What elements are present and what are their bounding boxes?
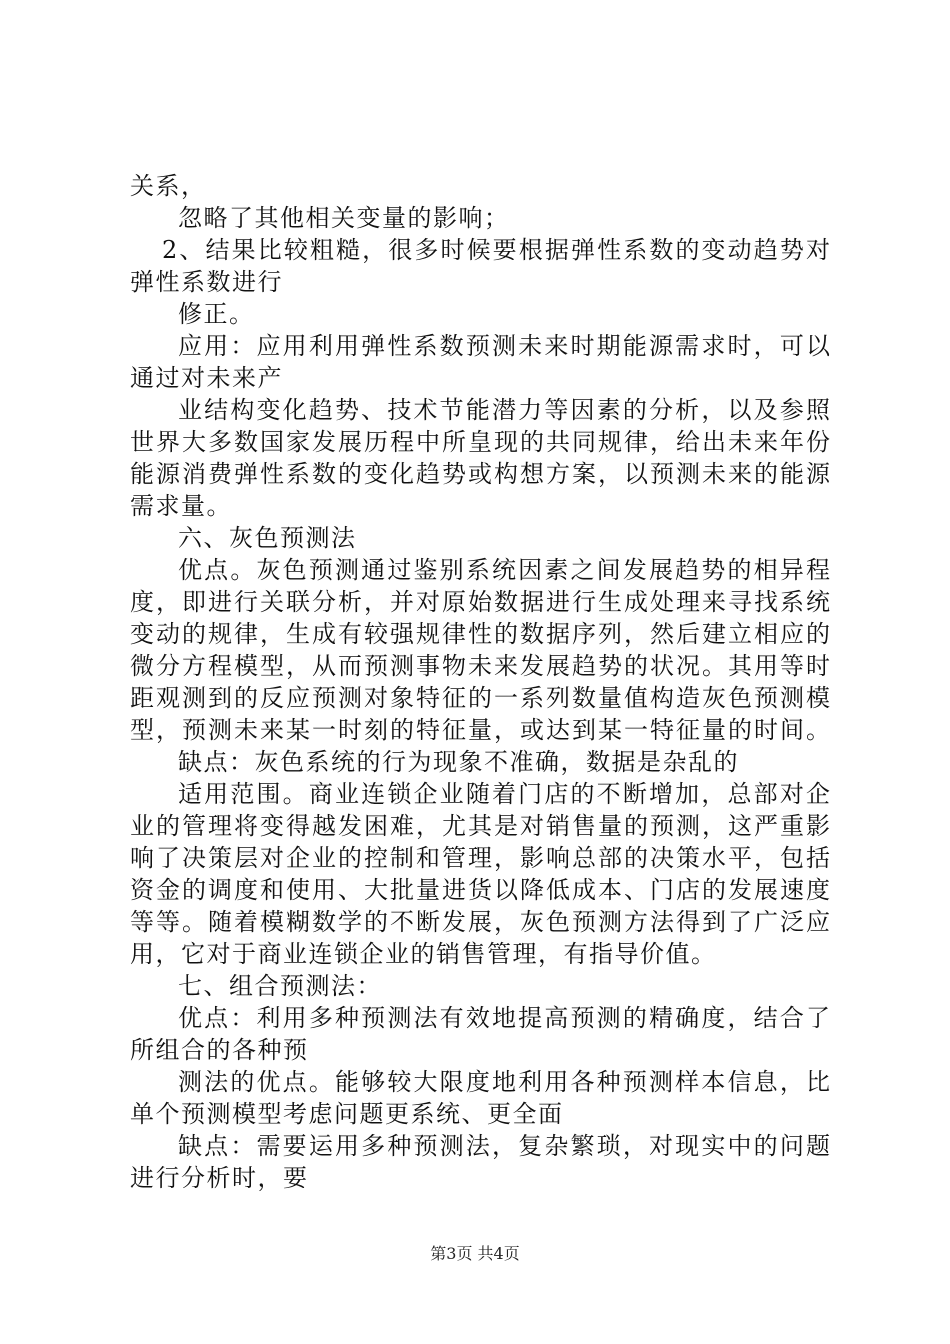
- text-line: 响了决策层对企业的控制和管理，影响总部的决策水平，包括: [130, 844, 830, 872]
- text-line: 资金的调度和使用、大批量进货以降低成本、门店的发展速度: [130, 876, 830, 904]
- text-line: 缺点：需要运用多种预测法，复杂繁琐，对现实中的问题: [178, 1132, 830, 1160]
- text-line: 业结构变化趋势、技术节能潜力等因素的分析，以及参照: [178, 396, 830, 424]
- page-footer: 第3页 共4页: [430, 1244, 520, 1263]
- text-line: 忽略了其他相关变量的影响；: [178, 204, 510, 232]
- text-line: 需求量。: [130, 492, 232, 520]
- text-line: 关系，: [130, 172, 207, 200]
- text-line: 能源消费弹性系数的变化趋势或构想方案，以预测未来的能源: [130, 460, 830, 488]
- text-line: 通过对未来产: [130, 364, 283, 392]
- text-line: 世界大多数国家发展历程中所皇现的共同规律，给出未来年份: [130, 428, 830, 456]
- text-line: 修正。: [178, 300, 255, 328]
- text-line: 2、结果比较粗糙，很多时候要根据弹性系数的变动趋势对: [162, 236, 830, 264]
- text-line: 度，即进行关联分析，并对原始数据进行生成处理来寻找系统: [130, 588, 830, 616]
- text-line: 业的管理将变得越发困难，尤其是对销售量的预测，这严重影: [130, 812, 830, 840]
- text-line: 距观测到的反应预测对象特征的一系列数量值构造灰色预测模: [130, 684, 830, 712]
- body-text: [130, 170, 830, 1194]
- text-line: 进行分析时，要: [130, 1164, 309, 1192]
- text-line: 型，预测未来某一时刻的特征量，或达到某一特征量的时间。: [130, 716, 830, 744]
- text-line: 适用范围。商业连锁企业随着门店的不断增加，总部对企: [178, 780, 830, 808]
- text-line: 测法的优点。能够较大限度地利用各种预测样本信息，比: [178, 1068, 830, 1096]
- text-line: 优点：利用多种预测法有效地提高预测的精确度，结合了: [178, 1004, 830, 1032]
- text-line: 单个预测模型考虑问题更系统、更全面: [130, 1100, 564, 1128]
- text-line: 优点。灰色预测通过鉴别系统因素之间发展趋势的相异程: [178, 556, 830, 584]
- text-line: 所组合的各种预: [130, 1036, 309, 1064]
- text-line: 变动的规律，生成有较强规律性的数据序列，然后建立相应的: [130, 620, 830, 648]
- text-line: 七、组合预测法：: [178, 972, 382, 1000]
- text-line: 用，它对于商业连锁企业的销售管理，有指导价值。: [130, 940, 717, 968]
- text-line: 应用：应用利用弹性系数预测未来时期能源需求时，可以: [178, 332, 830, 360]
- text-line: 微分方程模型，从而预测事物未来发展趋势的状况。其用等时: [130, 652, 830, 680]
- text-line: 六、灰色预测法: [178, 524, 357, 552]
- text-line: 缺点：灰色系统的行为现象不准确，数据是杂乱的: [178, 748, 739, 776]
- text-line: 弹性系数进行: [130, 268, 283, 296]
- text-line: 等等。随着模糊数学的不断发展，灰色预测方法得到了广泛应: [130, 908, 830, 936]
